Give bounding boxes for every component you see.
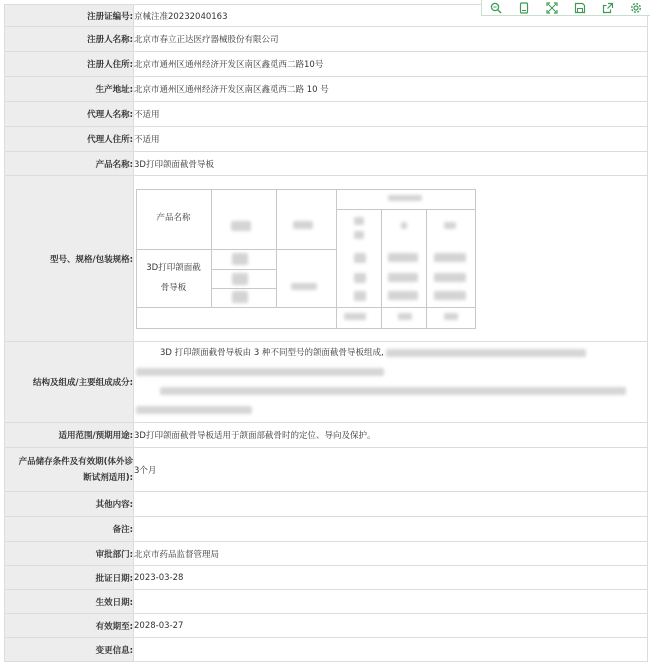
structure-label: 结构及组成/主要组成成分: [5,342,134,423]
row-production-address [5,77,648,102]
expiry-label: 有效期至: [5,614,134,638]
remark-label: 备注: [5,517,134,542]
registration-detail-table [4,4,648,662]
authority-label: 审批部门: [5,542,134,566]
row-authority [5,542,648,566]
row-product-name [5,152,648,176]
model-spec-table [136,189,476,329]
gear-icon [630,2,642,14]
effective-date-value [134,590,648,614]
production-address-label: 生产地址: [5,77,134,102]
storage-label-line2: 断试剂适用): [83,472,133,483]
row-other [5,492,648,517]
registrant-address-value: 北京市通州区通州经济开发区南区鑫觅西二路10号 [134,52,648,77]
other-label: 其他内容: [5,492,134,517]
product-name-label: 产品名称: [5,152,134,176]
row-model-spec [5,176,648,342]
agent-address-value: 不适用 [134,127,648,152]
approval-date-label: 批证日期: [5,566,134,590]
row-registrant [5,27,648,52]
document-button[interactable] [510,0,538,15]
effective-date-label: 生效日期: [5,590,134,614]
floating-toolbar [481,0,650,16]
product-name-value: 3D打印颌面截骨导板 [134,152,648,176]
row-registrant-address [5,52,648,77]
scope-value: 3D打印颌面截骨导板适用于颌面部截骨时的定位、导向及保护。 [134,423,648,448]
reg-no-label: 注册证编号: [5,5,134,27]
storage-value: 3个月 [134,448,648,492]
production-address-value: 北京市通州区通州经济开发区南区鑫觅西二路 10 号 [134,77,648,102]
save-icon [574,2,586,14]
row-scope [5,423,648,448]
settings-button[interactable] [622,0,650,15]
row-effective-date [5,590,648,614]
row-storage [5,448,648,492]
row-agent-address [5,127,648,152]
model-table-header-product: 产品名称 [156,212,191,223]
reg-no-value: 京械注准20232040163 [134,5,648,27]
change-info-label: 变更信息: [5,638,134,662]
expiry-value: 2028-03-27 [134,614,648,638]
agent-value: 不适用 [134,102,648,127]
registrant-address-label: 注册人住所: [5,52,134,77]
row-agent [5,102,648,127]
registrant-value: 北京市春立正达医疗器械股份有限公司 [134,27,648,52]
other-value [134,492,648,517]
authority-value: 北京市药品监督管理局 [134,542,648,566]
share-icon [602,2,614,14]
model-table-product-line2: 骨导板 [160,282,187,293]
scope-label: 适用范围/预期用途: [5,423,134,448]
registrant-label: 注册人名称: [5,27,134,52]
document-icon [518,2,530,14]
approval-date-value: 2023-03-28 [134,566,648,590]
row-expiry [5,614,648,638]
expand-icon [546,2,558,14]
model-table-product-line1: 3D打印颌面截 [146,262,201,273]
zoom-icon [490,2,502,14]
row-approval-date [5,566,648,590]
agent-address-label: 代理人住所: [5,127,134,152]
zoom-button[interactable] [482,0,510,15]
agent-label: 代理人名称: [5,102,134,127]
storage-label-line1: 产品储存条件及有效期(体外诊 [18,456,133,467]
save-button[interactable] [566,0,594,15]
structure-text: 3D 打印颌面截骨导板由 3 种不同型号的颌面截骨导板组成, [160,348,384,358]
model-spec-label: 型号、规格/包装规格: [5,176,134,342]
remark-value [134,517,648,542]
row-remark [5,517,648,542]
share-button[interactable] [594,0,622,15]
expand-button[interactable] [538,0,566,15]
row-structure [5,342,648,423]
